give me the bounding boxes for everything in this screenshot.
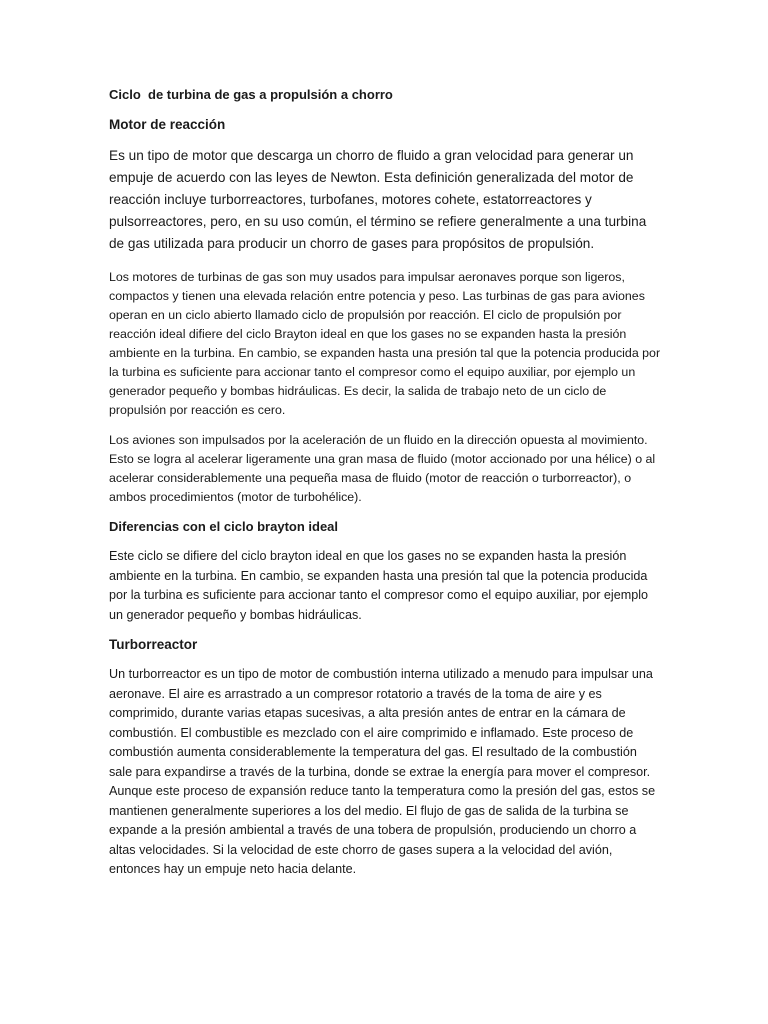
paragraph-aircraft-propulsion: Los aviones son impulsados por la aceleración de un fluido en la dirección opuesta al movimiento. Esto se logra al acelerar ligeramente una gran masa de fluido (motor accionado por una hélice) o al acelerar considerablemente una pequeña masa de fluido (motor de reacción o turborreactor), o ambos procedimientos (motor de turbohélice). — [109, 433, 656, 504]
paragraph-gas-turbine-engines: Los motores de turbinas de gas son muy usados para impulsar aeronaves porque son ligeros, compactos y tienen una elevada relación entre potencia y peso. Las turbinas de gas para aviones operan en un ciclo abierto llamado ciclo de propulsión por reacción. El ciclo de propulsión por reacción ideal difiere del ciclo Brayton ideal en que los gases no se expanden hasta la presión ambiente en la turbina. En cambio, se expanden hasta una presión tal que la potencia producida por la turbina es suficiente para accionar tanto el compresor como el equipo auxiliar, por ejemplo un generador pequeño y bombas hidráulicas. Es decir, la salida de trabajo neto de un ciclo de propulsión por reacción es cero. — [109, 270, 661, 417]
document-title: Ciclo de turbina de gas a propulsión a chorro — [109, 87, 393, 102]
section-heading-motor-de-reaccion: Motor de reacción — [109, 117, 226, 132]
document-page — [109, 86, 661, 891]
paragraph-turborreactor: Un turborreactor es un tipo de motor de combustión interna utilizado a menudo para impulsar una aeronave. El aire es arrastrado a un compresor rotatorio a través de la toma de aire y es comprimido, durante varias etapas sucesivas, a alta presión antes de entrar en la cámara de combustión. El combustible es mezclado con el aire comprimido e inflamado. Este proceso de combustión aumenta considerablemente la temperatura del gas. El resultado de la combustión sale para expandirse a través de la turbina, donde se extrae la energía para mover el compresor. Aunque este proceso de expansión reduce tanto la temperatura como la presión del gas, estos se mantienen generalmente superiores a los del medio. El flujo de gas de salida de la turbina se expande a la presión ambiental a través de una tobera de propulsión, produciendo un chorro a altas velocidades. Si la velocidad de este chorro de gases supera a la velocidad del avión, entonces hay un empuje neto hacia delante. — [109, 667, 656, 876]
section-heading-turborreactor: Turborreactor — [109, 637, 198, 652]
section-heading-diferencias-brayton: Diferencias con el ciclo brayton ideal — [109, 519, 339, 534]
paragraph-brayton-differences: Este ciclo se difiere del ciclo brayton ideal en que los gases no se expanden hasta la presión ambiente en la turbina. En cambio, se expanden hasta una presión tal que la potencia producida por la turbina es suficiente para accionar tanto el compresor como el equipo auxiliar, por ejemplo un generador pequeño y bombas hidráulicas. — [109, 549, 649, 622]
paragraph-motor-definition: Es un tipo de motor que descarga un chorro de fluido a gran velocidad para generar un empuje de acuerdo con las leyes de Newton. Esta definición generalizada del motor de reacción incluye turborreactores, turbofanes, motores cohete, estatorreactores y pulsorreactores, pero, en su uso común, el término se refiere generalmente a una turbina de gas utilizada para producir un chorro de gases para propósitos de propulsión. — [109, 148, 647, 251]
